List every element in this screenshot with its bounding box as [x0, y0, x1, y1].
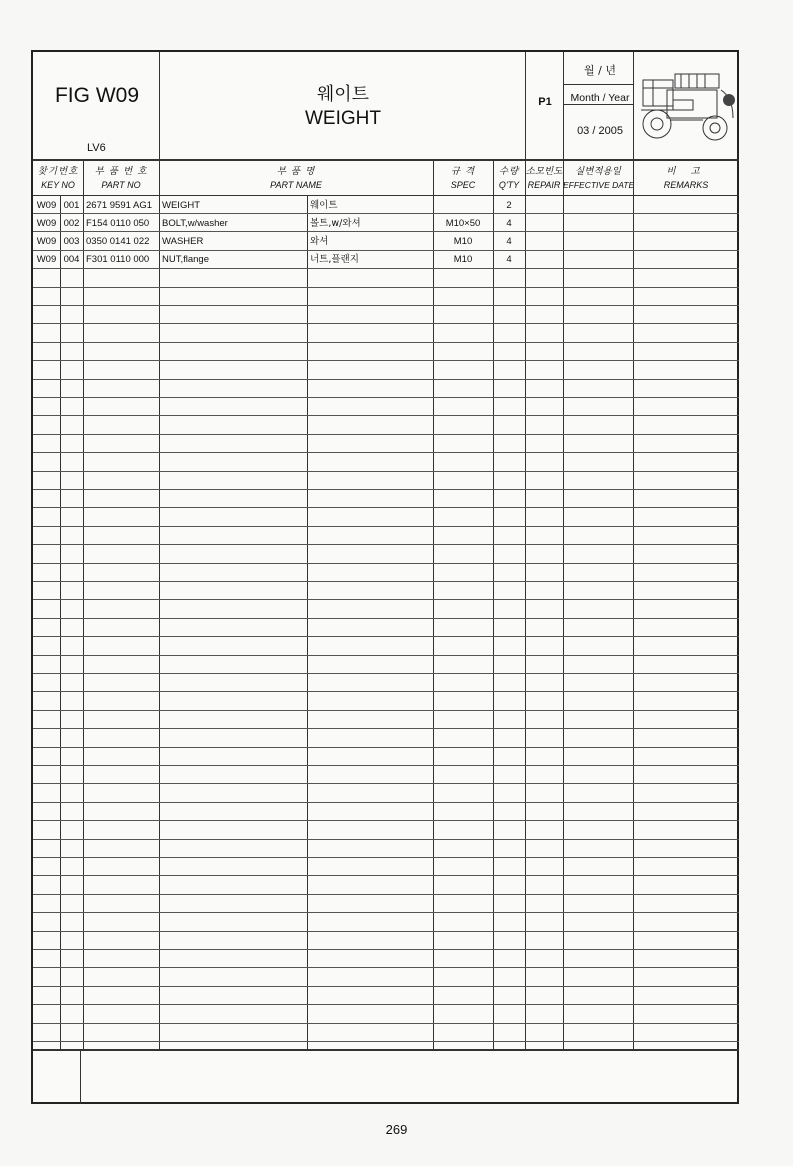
part-name-en: NUT,flange: [162, 254, 209, 265]
quantity: 4: [506, 236, 512, 247]
spec: M10: [453, 254, 473, 265]
row-rule: [33, 673, 739, 674]
part-number: 0350 0141 022: [86, 236, 150, 247]
row-rule: [33, 655, 739, 656]
row-rule: [33, 949, 739, 950]
month-year-label-en: Month / Year: [570, 92, 630, 104]
col-remarks-ko: 비 고: [666, 166, 706, 177]
spec: M10: [453, 236, 473, 247]
row-rule: [33, 802, 739, 803]
row-rule: [33, 931, 739, 932]
col-spec-en: SPEC: [450, 180, 476, 190]
part-name-en: BOLT,w/washer: [162, 218, 228, 229]
row-rule: [33, 636, 739, 637]
row-rule: [33, 563, 739, 564]
row-rule: [33, 379, 739, 380]
col-name-ko: 부 품 명: [276, 166, 316, 177]
page-code: P1: [538, 96, 552, 108]
row-rule: [33, 452, 739, 453]
part-name-ko: 웨이트: [310, 200, 338, 211]
row-rule: [33, 857, 739, 858]
key-prefix: W09: [36, 200, 57, 211]
row-rule: [33, 747, 739, 748]
key-prefix: W09: [36, 236, 57, 247]
part-name-en: WASHER: [162, 236, 204, 247]
part-name-ko: 와셔: [310, 236, 329, 247]
col-repair-ko: 소모빈도: [525, 166, 563, 177]
row-rule: [33, 434, 739, 435]
row-rule: [33, 342, 739, 343]
parts-sheet: [31, 50, 739, 1104]
model-label: LV6: [87, 142, 106, 154]
row-rule: [33, 489, 739, 490]
col-eff-ko: 실변적용일: [575, 166, 621, 177]
row-rule: [33, 783, 739, 784]
row-rule: [33, 839, 739, 840]
month-year-value: 03 / 2005: [577, 125, 623, 137]
col-part-en: PART NO: [101, 180, 141, 190]
part-number: F301 0110 000: [86, 254, 150, 265]
row-rule: [33, 820, 739, 821]
row-rule: [33, 691, 739, 692]
col-key-en: KEY NO: [41, 180, 75, 190]
row-rule: [33, 728, 739, 729]
col-part-ko: 부 품 번 호: [94, 166, 148, 177]
row-rule: [33, 323, 739, 324]
row-rule: [33, 507, 739, 508]
col-name-en: PART NAME: [270, 180, 322, 190]
key-prefix: W09: [36, 218, 57, 229]
part-name-ko: 너트,플랜지: [310, 254, 359, 265]
col-remarks-en: REMARKS: [663, 180, 709, 190]
row-rule: [33, 471, 739, 472]
row-rule: [33, 710, 739, 711]
col-qty-ko: 수량: [498, 166, 520, 177]
month-year-label-ko: 월 / 년: [584, 64, 616, 77]
row-rule: [33, 875, 739, 876]
title-korean: 웨이트: [316, 84, 370, 105]
part-name-en: WEIGHT: [162, 200, 200, 211]
col-qty-en: Q'TY: [498, 180, 520, 190]
row-rule: [33, 765, 739, 766]
key-number: 003: [63, 236, 80, 247]
row-rule: [33, 287, 739, 288]
row-rule: [33, 599, 739, 600]
part-number: F154 0110 050: [86, 218, 150, 229]
col-repair-en: REPAIR: [527, 180, 561, 190]
key-number: 004: [63, 254, 80, 265]
key-prefix: W09: [36, 254, 57, 265]
row-rule: [33, 912, 739, 913]
figure-number: FIG W09: [54, 84, 139, 107]
page-number: 269: [385, 1122, 408, 1137]
row-rule: [33, 268, 739, 269]
title-english: WEIGHT: [305, 108, 381, 129]
key-number: 001: [63, 200, 80, 211]
part-number: 2671 9591 AG1: [86, 200, 153, 211]
row-rule: [33, 360, 739, 361]
col-key-ko: 찾기번호: [37, 166, 79, 177]
row-rule: [33, 415, 739, 416]
col-spec-ko: 규 격: [450, 166, 476, 177]
row-rule: [33, 526, 739, 527]
row-rule: [33, 894, 739, 895]
spec: M10×50: [445, 218, 481, 229]
quantity: 4: [506, 218, 512, 229]
row-rule: [33, 1041, 739, 1042]
row-rule: [33, 1004, 739, 1005]
row-rule: [33, 986, 739, 987]
quantity: 2: [506, 200, 512, 211]
quantity: 4: [506, 254, 512, 265]
row-rule: [33, 544, 739, 545]
row-rule: [33, 967, 739, 968]
row-rule: [33, 305, 739, 306]
key-number: 002: [63, 218, 80, 229]
row-rule: [33, 581, 739, 582]
col-eff-en: EFFECTIVE DATE: [563, 180, 635, 190]
row-rule: [33, 397, 739, 398]
row-rule: [33, 1023, 739, 1024]
row-rule: [33, 618, 739, 619]
tractor-illustration-icon: [637, 60, 739, 152]
part-name-ko: 볼트,w/와셔: [310, 218, 361, 229]
